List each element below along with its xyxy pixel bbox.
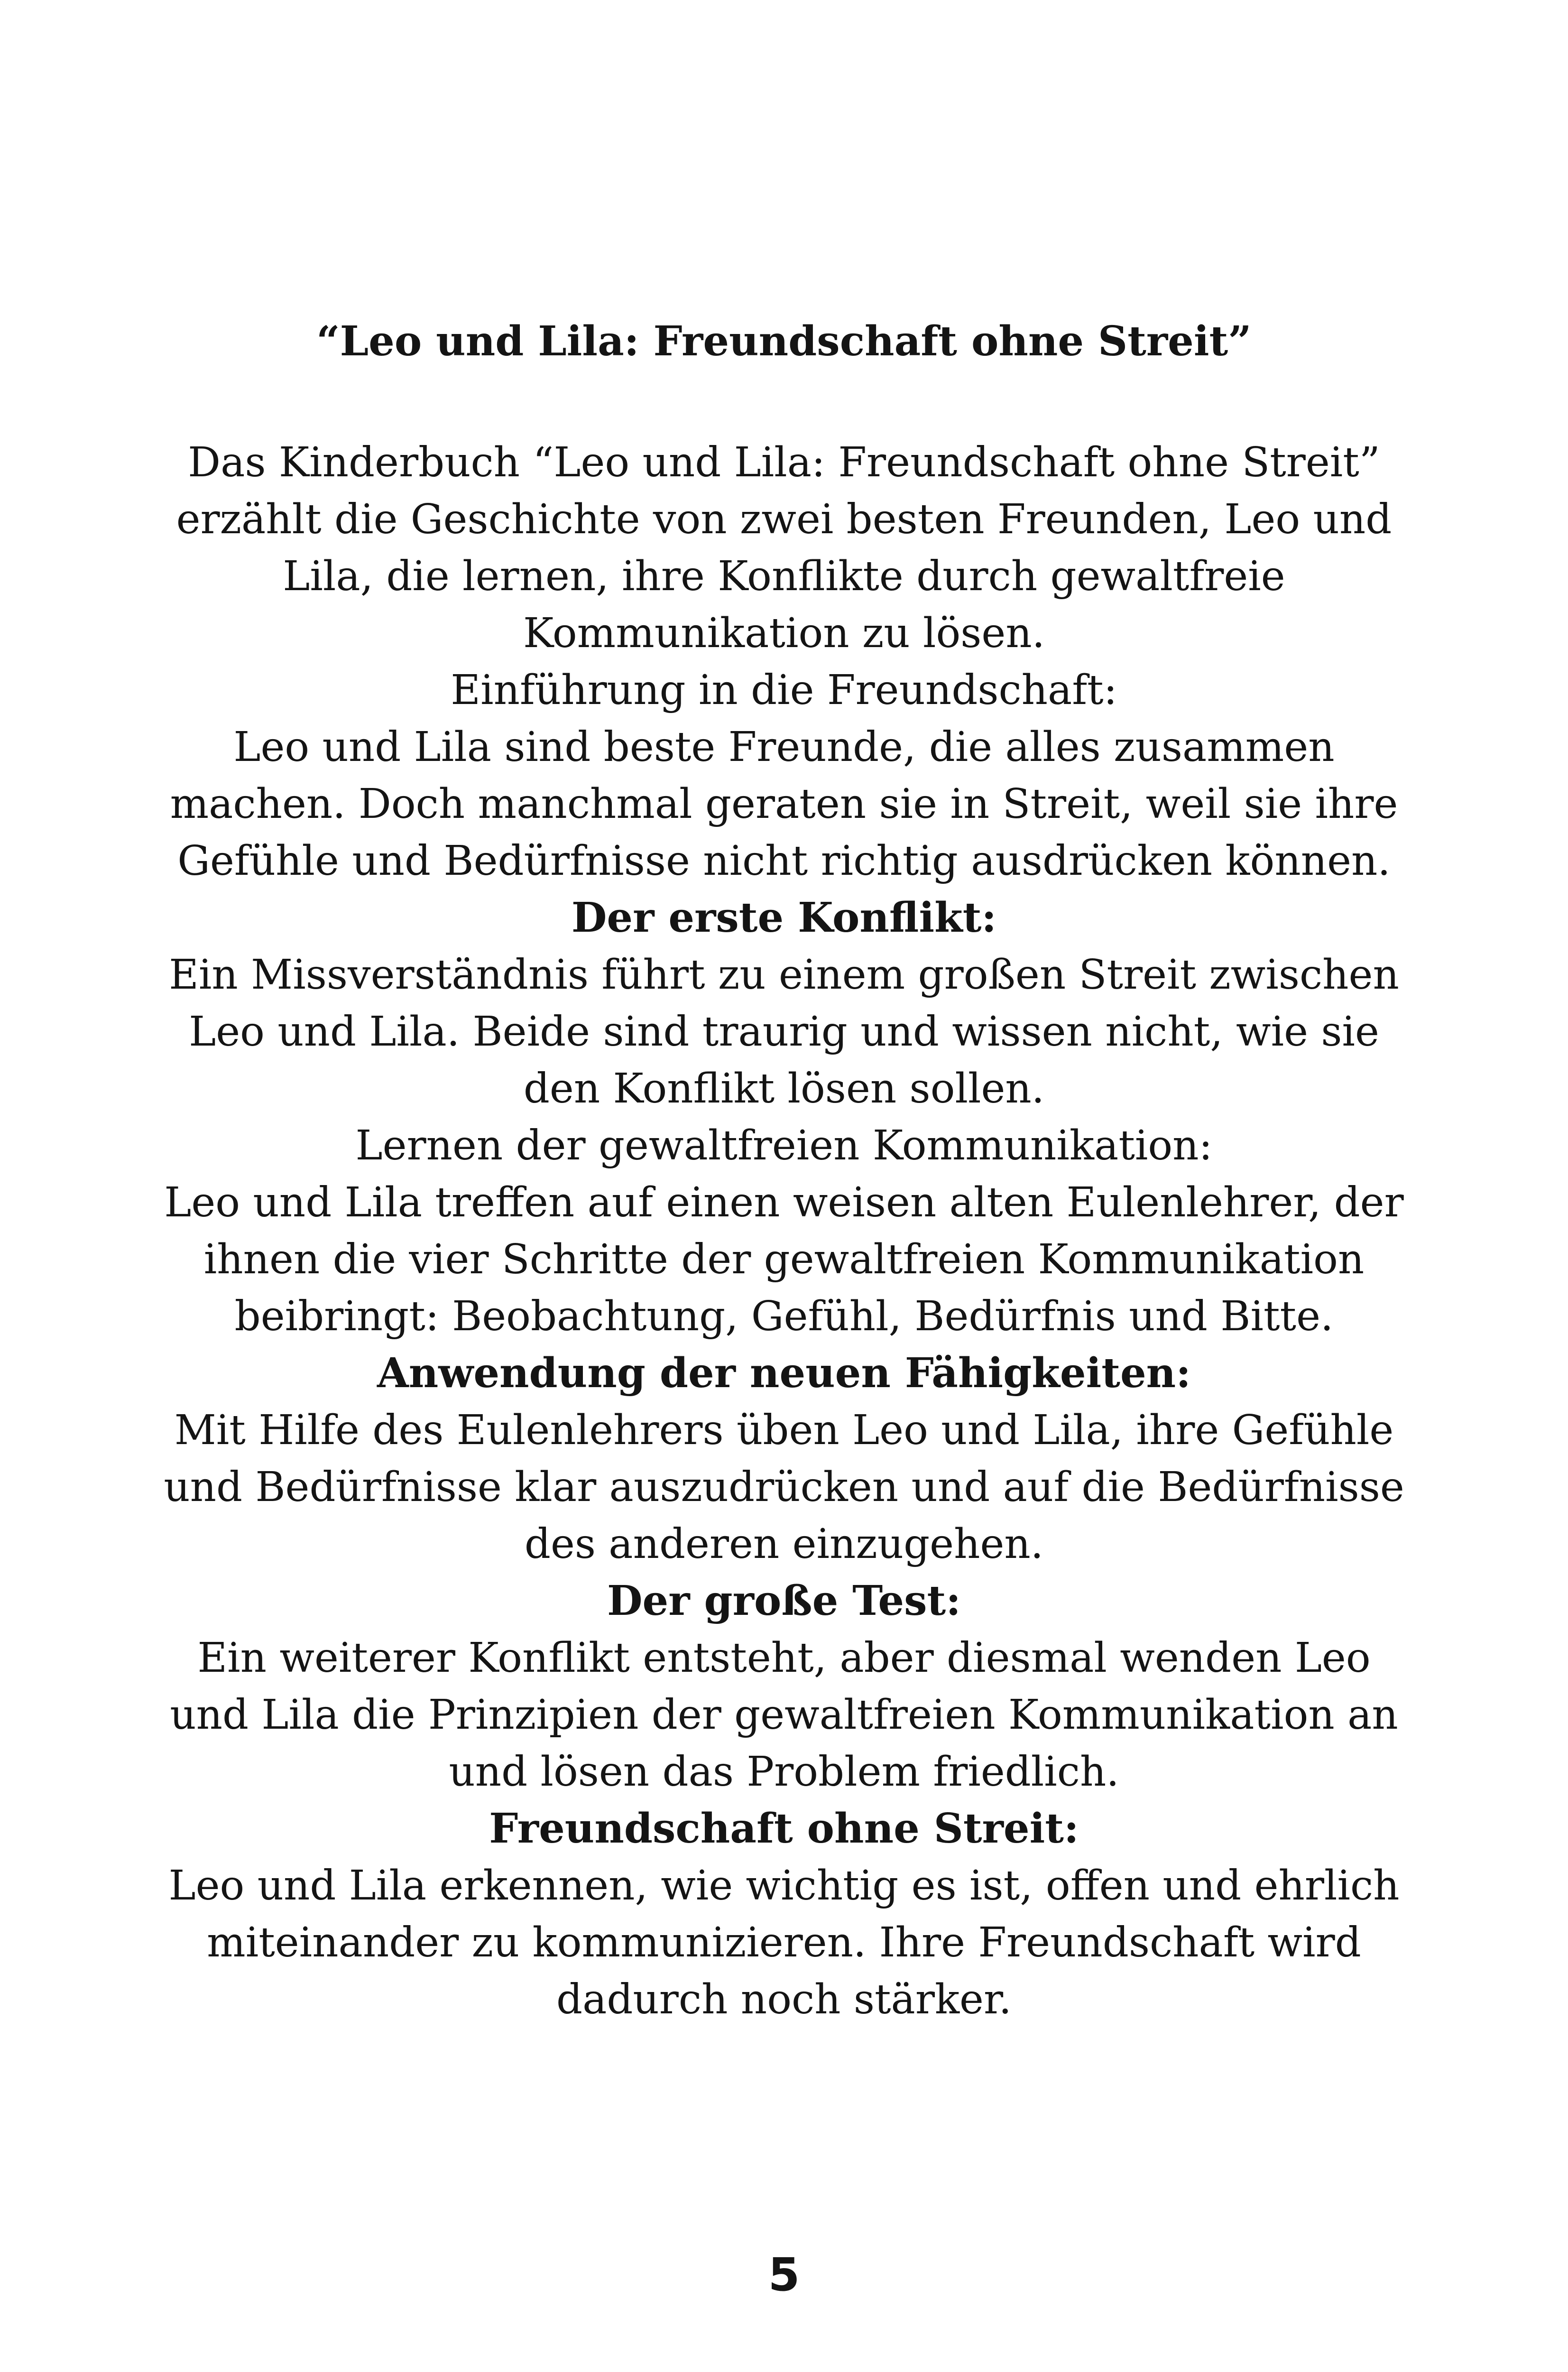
section-heading-first-conflict: Der erste Konflikt: — [571, 894, 997, 942]
section-text-introduction: Leo und Lila sind beste Freunde, die alles zusammen machen. Doch manchmal geraten sie in Streit, weil sie ihre Gefühle und Bedürfnisse nicht richtig ausdrücken können. — [170, 723, 1398, 885]
document-body — [142, 434, 1426, 2028]
section-heading-introduction: Einführung in die Freundschaft: — [451, 667, 1117, 714]
page-title: “Leo und Lila: Freundschaft ohne Streit” — [316, 317, 1252, 365]
intro-paragraph: Das Kinderbuch “Leo und Lila: Freundschaft ohne Streit” erzählt die Geschichte von zwei besten Freunden, Leo und Lila, die lernen, ihre Konflikte durch gewaltfreie Kommunikation zu lösen. — [176, 439, 1392, 657]
section-heading-application: Anwendung der neuen Fähigkeiten: — [377, 1349, 1191, 1397]
section-text-first-conflict: Ein Missverständnis führt zu einem großen Streit zwischen Leo und Lila. Beide sind traurig und wissen nicht, wie sie den Konflikt lösen sollen. — [169, 951, 1399, 1112]
section-text-learning: Leo und Lila treffen auf einen weisen alten Eulenlehrer, der ihnen die vier Schritte der gewaltfreien Kommunikation beibringt: Beobachtung, Gefühl, Bedürfnis und Bitte. — [164, 1179, 1404, 1340]
section-text-application: Mit Hilfe des Eulenlehrers üben Leo und Lila, ihre Gefühle und Bedürfnisse klar auszudrücken und auf die Bedürfnisse des anderen einzugehen. — [164, 1407, 1404, 1568]
section-heading-big-test: Der große Test: — [607, 1577, 961, 1625]
section-text-big-test: Ein weiterer Konflikt entsteht, aber diesmal wenden Leo und Lila die Prinzipien der gewaltfreien Kommunikation an und lösen das Problem friedlich. — [170, 1634, 1398, 1796]
section-heading-friendship: Freundschaft ohne Streit: — [489, 1805, 1079, 1853]
section-text-friendship: Leo und Lila erkennen, wie wichtig es ist, offen und ehrlich miteinander zu kommunizieren. Ihre Freundschaft wird dadurch noch stärker. — [168, 1862, 1400, 2023]
section-heading-learning: Lernen der gewaltfreien Kommunikation: — [355, 1122, 1213, 1169]
page-number: 5 — [768, 2248, 800, 2301]
